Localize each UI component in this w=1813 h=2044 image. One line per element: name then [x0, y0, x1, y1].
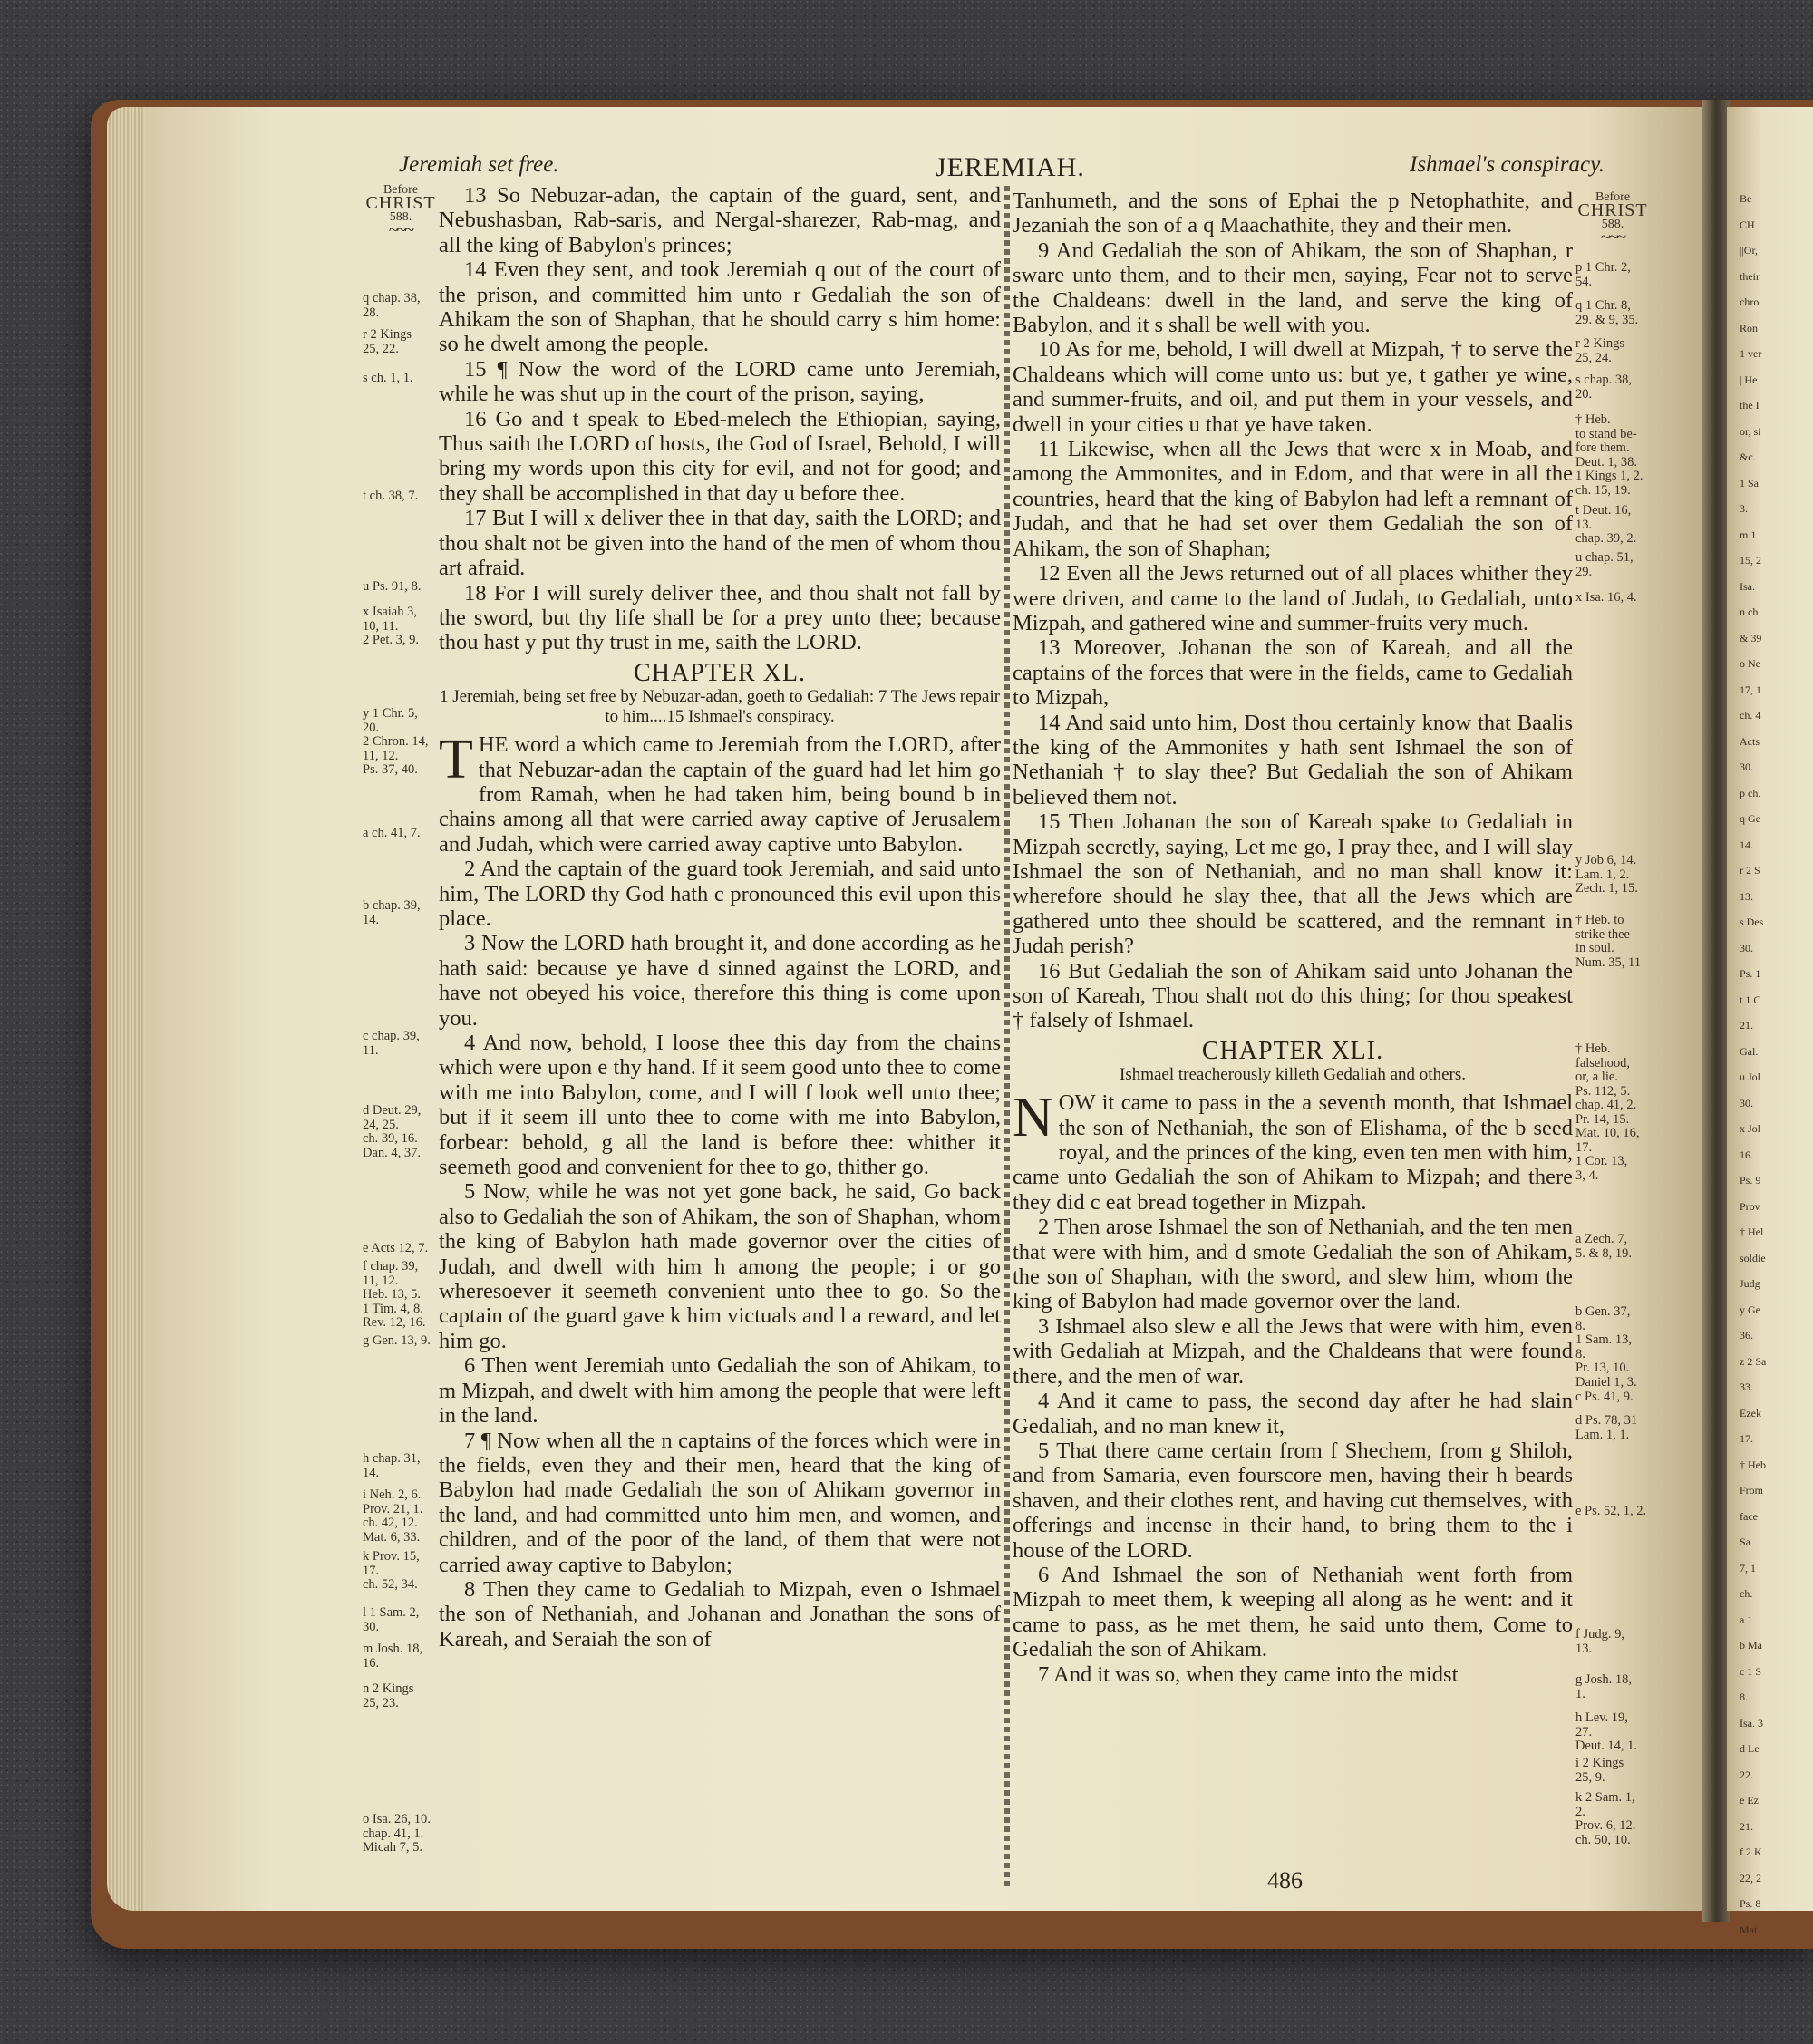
margin-reference: s chap. 38, 20. — [1575, 373, 1633, 402]
next-page-text: From — [1740, 1484, 1764, 1497]
next-page-text: s Des — [1740, 915, 1764, 928]
drop-cap: T — [439, 729, 473, 791]
next-page-text: Ps. 1 — [1740, 967, 1761, 980]
margin-reference: h Lev. 19, 27. Deut. 14, 1. — [1575, 1710, 1638, 1753]
verse-paragraph: OW it came to pass in the a seventh month, that Ishmael the son of Nethaniah, the son of Elishama, of the b seed royal, and the princes of the king, even ten men with him, came unto Gedaliah the son of Ahikam to Mizpah; and there they did c eat bread together in Mizpah. — [1013, 1090, 1573, 1215]
next-page-text: o Ne — [1740, 657, 1760, 670]
margin-reference: u chap. 51, 29. — [1575, 550, 1634, 579]
margin-reference: b Gen. 37, 8. 1 Sam. 13, 8. Pr. 13, 10. Daniel 1, 3. — [1575, 1304, 1637, 1390]
next-page-text: f 2 K — [1740, 1845, 1762, 1858]
next-page-text: ch. 4 — [1740, 709, 1761, 722]
next-page-text: r 2 S — [1740, 864, 1760, 877]
verse-paragraph: 17 But I will x deliver thee in that day, saith the LORD; and thou shalt not be given into the hand of the men of whom thou art afraid. — [439, 506, 1001, 581]
margin-reference: f chap. 39, 11, 12. Heb. 13, 5. 1 Tim. 4, 8. Rev. 12, 16. — [363, 1259, 426, 1330]
margin-reference: k Prov. 15, 17. ch. 52, 34. — [363, 1549, 420, 1592]
margin-reference: i Neh. 2, 6. Prov. 21, 1. ch. 42, 12. Mat. 6, 33. — [363, 1487, 423, 1545]
next-page-text: Isa. — [1740, 579, 1755, 593]
margin-reference: d Deut. 29, 24, 25. ch. 39, 16. Dan. 4, 37. — [363, 1103, 422, 1160]
verse-paragraph: 16 Go and t speak to Ebed-melech the Ethiopian, saying, Thus saith the LORD of hosts, the God of Israel, Behold, I will bring my words upon this city for evil, and not for good; and they shall be accomplished in that day u before thee. — [439, 406, 1001, 506]
margin-reference: x Isaiah 3, 10, 11. 2 Pet. 3, 9. — [363, 605, 420, 647]
next-page-text: Ron — [1740, 321, 1759, 334]
next-page-text: Sa — [1740, 1535, 1750, 1548]
verse-paragraph: Tanhumeth, and the sons of Ephai the p Netophathite, and Jezaniah the son of a q Maachathite, they and their men. — [1013, 189, 1573, 238]
left-margin-notes — [363, 0, 439, 2044]
next-page-text: face — [1740, 1509, 1758, 1523]
margin-reference: c Ps. 41, 9. — [1575, 1390, 1634, 1404]
next-page-text: 21. — [1740, 1819, 1753, 1833]
next-page-text: | He — [1740, 373, 1758, 386]
date-before: Before — [383, 183, 419, 197]
margin-reference: g Gen. 13, 9. — [363, 1333, 431, 1348]
page-number: 486 — [1267, 1867, 1303, 1894]
margin-reference: k 2 Sam. 1, 2. Prov. 6, 12. ch. 50, 10. — [1575, 1790, 1636, 1847]
margin-reference: a ch. 41, 7. — [363, 826, 421, 840]
next-page-text: 8. — [1740, 1690, 1748, 1703]
next-page-text: Gal. — [1740, 1044, 1759, 1058]
margin-reference: u Ps. 91, 8. — [363, 579, 422, 594]
next-page-fragment — [1727, 107, 1813, 1936]
chapter-summary: Ishmael treacherously killeth Gedaliah and others. — [1120, 1065, 1466, 1085]
next-page-text: & 39 — [1740, 631, 1762, 644]
date-christ: CHRIST — [1577, 200, 1648, 220]
next-page-text: t 1 C — [1740, 993, 1761, 1006]
verse-paragraph: 14 And said unto him, Dost thou certainly know that Baalis the king of the Ammonites y hath sent Ishmael the son of Nethaniah † to slay thee? But Gedaliah the son of Ahikam believed them not. — [1013, 710, 1573, 809]
next-page-text: 7, 1 — [1740, 1561, 1756, 1574]
next-page-text: Ps. 9 — [1740, 1174, 1761, 1187]
margin-reference: † Heb. to strike thee in soul. Num. 35, 11 — [1575, 913, 1641, 970]
margin-reference: d Ps. 78, 31 Lam. 1, 1. — [1575, 1413, 1638, 1442]
verse-paragraph: 13 Moreover, Johanan the son of Kareah, and all the captains of the forces that were in the fields, came to Gedaliah to Mizpah, — [1013, 635, 1573, 711]
next-page-text: 22, 2 — [1740, 1871, 1761, 1884]
verse-paragraph: 16 But Gedaliah the son of Ahikam said unto Johanan the son of Kareah, Thou shalt not do this thing; for thou speakest † falsely of Ishmael. — [1013, 958, 1573, 1033]
next-page-text: d Le — [1740, 1742, 1760, 1755]
next-page-text: Prov — [1740, 1199, 1760, 1213]
right-margin-notes — [1575, 0, 1650, 2044]
margin-reference: r 2 Kings 25, 22. — [363, 327, 412, 356]
next-page-text: p ch. — [1740, 786, 1761, 799]
margin-reference: † Heb. falsehood, or, a lie. Ps. 112, 5. chap. 41, 2. Pr. 14, 15. Mat. 10, 16, 17. 1 Cor. 13, 3, 4. — [1575, 1041, 1640, 1183]
left-column — [439, 183, 1001, 1652]
next-page-text: 36. — [1740, 1329, 1753, 1342]
next-page-text: chro — [1740, 295, 1760, 308]
margin-reference: r 2 Kings 25, 24. — [1575, 336, 1624, 365]
verse-paragraph: 15 ¶ Now the word of the LORD came unto Jeremiah, while he was shut up in the court of the prison, saying, — [439, 356, 1001, 407]
next-page-text: 30. — [1740, 1096, 1753, 1109]
verse-paragraph: 3 Ishmael also slew e all the Jews that were with him, even with Gedaliah at Mizpah, and the Chaldeans that were found there, and the men of war. — [1013, 1313, 1573, 1389]
next-page-text: 22. — [1740, 1768, 1753, 1781]
margin-reference: † Heb. to stand be- fore them. Deut. 1, 38. 1 Kings 1, 2. ch. 15, 19. — [1575, 412, 1643, 498]
verse-paragraph: 6 And Ishmael the son of Nethaniah went forth from Mizpah to meet them, k weeping all along as he went: and it came to pass, as he met them, he said unto them, Come to Gedaliah the son of Ahikam. — [1013, 1562, 1573, 1662]
next-page-text: a 1 — [1740, 1613, 1753, 1626]
margin-reference: a Zech. 7, 5. & 8, 19. — [1575, 1232, 1633, 1261]
running-head-title: JEREMIAH. — [936, 152, 1085, 182]
margin-reference: l 1 Sam. 2, 30. — [363, 1605, 420, 1634]
date-year: 588. — [389, 210, 412, 224]
next-page-text: Ezek — [1740, 1406, 1761, 1419]
margin-reference: y 1 Chr. 5, 20. 2 Chron. 14, 11, 12. Ps. 37, 40. — [363, 706, 429, 777]
margin-reference: p 1 Chr. 2, 54. — [1575, 260, 1631, 289]
next-page-text: soldie — [1740, 1251, 1766, 1264]
next-page-text: the I — [1740, 399, 1760, 412]
verse-paragraph: 13 So Nebuzar-adan, the captain of the guard, sent, and Nebushasban, Rab-saris, and Nergal-sharezer, Rab-mag, and all the king of Babylon's princes; — [439, 183, 1001, 257]
verse-paragraph: 4 And it came to pass, the second day after he had slain Gedaliah, and no man knew it, — [1013, 1389, 1573, 1439]
verse-paragraph: 5 Now, while he was not yet gone back, he said, Go back also to Gedaliah the son of Ahikam, the son of Shaphan, whom the king of Babylon hath made governor over the cities of Judah, and dwell with him h among the people; i or go wheresoever it seemeth convenient unto thee to go. So the captain of the guard gave k him victuals and l a reward, and let him go. — [439, 1179, 1001, 1353]
margin-reference: e Ps. 52, 1, 2. — [1575, 1504, 1647, 1518]
next-page-text: 1 ver — [1740, 347, 1762, 360]
next-page-text: y Ge — [1740, 1303, 1760, 1316]
next-page-text: q Ge — [1740, 812, 1760, 825]
next-page-text: 13. — [1740, 889, 1753, 903]
margin-reference: t Deut. 16, 13. chap. 39, 2. — [1575, 503, 1637, 546]
margin-reference: s ch. 1, 1. — [363, 371, 413, 385]
margin-reference: q 1 Chr. 8, 29. & 9, 35. — [1575, 298, 1639, 327]
next-page-text: c 1 S — [1740, 1664, 1761, 1678]
next-page-text: Acts — [1740, 734, 1760, 748]
verse-paragraph: 7 ¶ Now when all the n captains of the forces which were in the fields, even they and their men, heard that the king of Babylon had made Gedaliah the son of Ahikam governor in the land, and had committed unto him men, and women, and children, and of the poor of the land, of them that were not carried away captive to Babylon; — [439, 1428, 1001, 1577]
next-page-text: b Ma — [1740, 1639, 1762, 1652]
next-page-text: Judg — [1740, 1277, 1760, 1290]
margin-reference: n 2 Kings 25, 23. — [363, 1681, 414, 1710]
next-page-text: &c. — [1740, 450, 1756, 463]
chapter-summary: 1 Jeremiah, being set free by Nebuzar-adan, goeth to Gedaliah: 7 The Jews repair to him....15 Ishmael's conspiracy. — [439, 687, 1001, 727]
margin-reference: b chap. 39, 14. — [363, 898, 421, 927]
margin-reference: q chap. 38, 28. — [363, 291, 421, 320]
margin-reference: o Isa. 26, 10. chap. 41, 1. Micah 7, 5. — [363, 1812, 431, 1855]
verse-paragraph: 3 Now the LORD hath brought it, and done according as he hath said: because ye have d sinned against the LORD, and have not obeyed his voice, therefore this thing is come upon you. — [439, 931, 1001, 1031]
next-page-text: Ps. 8 — [1740, 1897, 1761, 1910]
verse-paragraph: 15 Then Johanan the son of Kareah spake to Gedaliah in Mizpah secretly, saying, Let me go, I pray thee, and I will slay Ishmael the son of Nethaniah, and no man shall know it: wherefore should he slay thee, that all the Jews which are gathered unto thee should be scattered, and the remnant in Judah perish? — [1013, 809, 1573, 959]
verse-paragraph: 14 Even they sent, and took Jeremiah q out of the court of the prison, and committed him unto r Gedaliah the son of Ahikam the son of Shaphan, that he should carry s him home: so he dwelt among the people. — [439, 257, 1001, 357]
gutter — [1702, 100, 1730, 1922]
verse-paragraph: 10 As for me, behold, I will dwell at Mizpah, † to serve the Chaldeans which will come unto us: but ye, t gather ye wine, and summer-fruits, and oil, and put them in your vessels, and dwell in your cities u that ye have taken. — [1013, 337, 1573, 437]
next-page-text: z 2 Sa — [1740, 1354, 1767, 1368]
next-page-text: 33. — [1740, 1380, 1753, 1393]
ornament: ~~~ — [1600, 228, 1625, 247]
margin-reference: c chap. 39, 11. — [363, 1029, 420, 1058]
next-page-text: 3. — [1740, 502, 1748, 515]
next-page-text: or, si — [1740, 424, 1761, 438]
running-head-left: Jeremiah set free. — [399, 152, 559, 177]
verse-paragraph: 11 Likewise, when all the Jews that were x in Moab, and among the Ammonites, and in Edom, and that were in all the countries, heard that the king of Babylon had left a remnant of Judah, and that he had set over them Gedaliah the son of Ahikam, the son of Shaphan; — [1013, 437, 1573, 561]
next-page-text: ch. — [1740, 1587, 1753, 1600]
drop-cap: N — [1013, 1087, 1053, 1149]
next-page-text: Mat. — [1740, 1923, 1760, 1936]
verse-paragraph: 8 Then they came to Gedaliah to Mizpah, even o Ishmael the son of Nethaniah, and Johanan and Jonathan the sons of Kareah, and Seraiah the son of — [439, 1576, 1001, 1652]
next-page-text: 17, 1 — [1740, 683, 1761, 696]
next-page-text: x Jol — [1740, 1122, 1761, 1135]
verse-paragraph: 18 For I will surely deliver thee, and thou shalt not fall by the sword, but thy life shall be for a prey unto thee; because thou hast y put thy trust in me, saith the LORD. — [439, 580, 1001, 655]
margin-reference: e Acts 12, 7. — [363, 1241, 429, 1255]
next-page-text: n ch — [1740, 605, 1759, 618]
margin-reference: t ch. 38, 7. — [363, 489, 419, 503]
next-page-text: † Heb — [1740, 1458, 1766, 1471]
chapter-title: CHAPTER XLI. — [1201, 1036, 1384, 1065]
next-page-text: CH — [1740, 218, 1755, 231]
verse-paragraph: HE word a which came to Jeremiah from the LORD, after that Nebuzar-adan the captain of the guard had let him go from Ramah, when he had taken him, being bound b in chains among all that were carried away captive of Jerusalem and Judah, which were carried away captive unto Babylon. — [439, 732, 1001, 857]
margin-reference: y Job 6, 14. Lam. 1, 2. Zech. 1, 15. — [1575, 853, 1638, 896]
next-page-text: 15, 2 — [1740, 554, 1761, 567]
date-before: Before — [1595, 190, 1631, 204]
verse-paragraph: 12 Even all the Jews returned out of all places whither they were driven, and came to the land of Judah, to Gedaliah, unto Mizpah, and gathered wine and summer-fruits very much. — [1013, 561, 1573, 635]
verse-paragraph: 6 Then went Jeremiah unto Gedaliah the son of Ahikam, to m Mizpah, and dwelt with him among the people that were left in the land. — [439, 1353, 1001, 1429]
next-page-text: 1 Sa — [1740, 476, 1759, 489]
verse-paragraph: 5 That there came certain from f Shechem, from g Shiloh, and from Samaria, even fourscore men, having their h beards shaven, and their clothes rent, and having cut themselves, with offerings and incense in their hand, to bring them to the i house of the LORD. — [1013, 1438, 1573, 1563]
margin-reference: i 2 Kings 25, 9. — [1575, 1756, 1624, 1785]
next-page-text: 30. — [1740, 760, 1753, 773]
chapter-title: CHAPTER XL. — [634, 658, 806, 687]
next-page-text: 14. — [1740, 838, 1753, 851]
verse-paragraph: 9 And Gedaliah the son of Ahikam, the son of Shaphan, r sware unto them, and to their men, saying, Fear not to serve the Chaldeans: dwell in the land, and serve the king of Babylon, and it s shall be well with you. — [1013, 237, 1573, 338]
next-page-text: 21. — [1740, 1019, 1753, 1032]
right-column — [1013, 189, 1573, 1687]
next-page-text: Isa. 3 — [1740, 1716, 1763, 1729]
running-head-right: Ishmael's conspiracy. — [1410, 152, 1605, 177]
verse-paragraph: 2 And the captain of the guard took Jeremiah, and said unto him, The LORD thy God hath c pronounced this evil upon this place. — [439, 857, 1001, 931]
margin-reference: g Josh. 18, 1. — [1575, 1672, 1633, 1701]
next-page-text: u Jol — [1740, 1070, 1761, 1083]
margin-reference: x Isa. 16, 4. — [1575, 590, 1637, 605]
next-page-text: Be — [1740, 192, 1752, 205]
date-year: 588. — [1601, 218, 1624, 231]
next-page-text: 17. — [1740, 1432, 1753, 1445]
next-page-text: 30. — [1740, 941, 1753, 954]
next-page-text: ||Or, — [1740, 244, 1758, 257]
verse-paragraph: 7 And it was so, when they came into the midst — [1038, 1661, 1459, 1687]
next-page-text: e Ez — [1740, 1794, 1759, 1807]
verse-paragraph: 4 And now, behold, I loose thee this day from the chains which were upon e thy hand. If it seem good unto thee to come with me into Babylon, come, and I will f look well unto thee; but if it seem ill unto thee to come with me into Babylon, forbear: behold, g all the land is before thee: whither it seemeth good and convenient for thee to go, thither go. — [439, 1031, 1001, 1180]
next-page-text: m 1 — [1740, 528, 1757, 541]
margin-reference: m Josh. 18, 16. — [363, 1642, 423, 1671]
next-page-text: 16. — [1740, 1148, 1753, 1161]
verse-paragraph: 2 Then arose Ishmael the son of Nethaniah, and the ten men that were with him, and d smote Gedaliah the son of Ahikam, the son of Shaphan, with the sword, and slew him, whom the king of Babylon had made governor over the land. — [1013, 1215, 1573, 1314]
ornament: ~~~ — [388, 220, 413, 240]
margin-reference: f Judg. 9, 13. — [1575, 1627, 1624, 1656]
next-page-text: † Hel — [1740, 1225, 1764, 1238]
column-divider — [1004, 186, 1010, 1890]
date-christ: CHRIST — [365, 193, 436, 213]
margin-reference: h chap. 31, 14. — [363, 1451, 421, 1480]
next-page-text: their — [1740, 269, 1760, 283]
